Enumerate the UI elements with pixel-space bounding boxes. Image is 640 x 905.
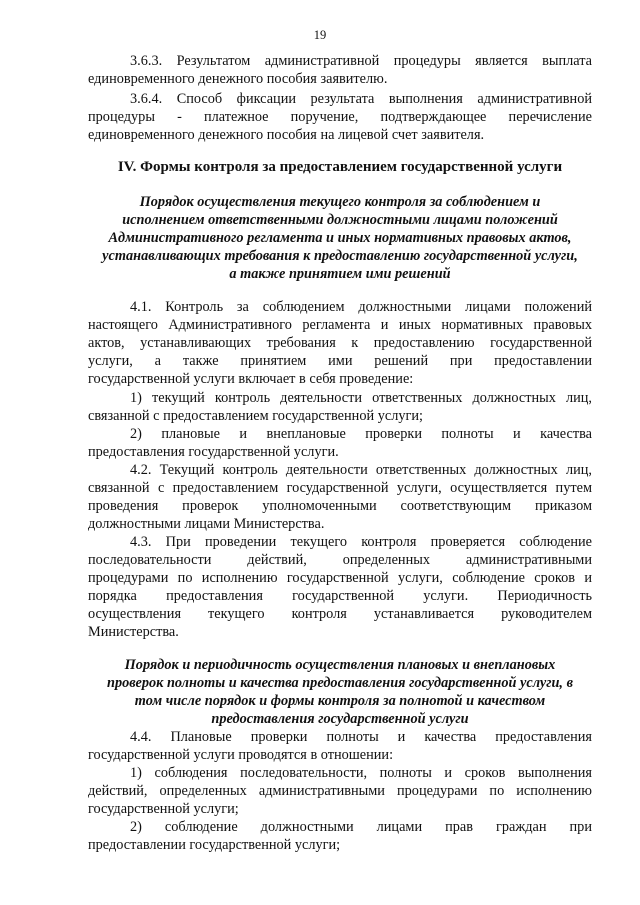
- paragraph-4-4-item-2: [88, 818, 592, 854]
- line: осуществления текущего контроля устанавливается руководителем: [88, 606, 592, 622]
- line: последовательности действий, определенных административными: [88, 552, 592, 568]
- line: предоставлении государственной услуги;: [88, 837, 341, 853]
- subheading-line: Административного регламента и иных нормативных правовых актов,: [108, 230, 572, 246]
- line: актов, устанавливающих требования к предоставлению государственной: [88, 335, 592, 351]
- line: 4.1. Контроль за соблюдением должностными лицами положений: [130, 299, 592, 315]
- paragraph-4-4: [88, 728, 592, 764]
- subheading-line: том числе порядок и формы контроля за полнотой и качеством: [134, 693, 546, 709]
- line: 2) плановые и внеплановые проверки полноты и качества: [130, 426, 592, 442]
- paragraph-4-3: [88, 533, 592, 641]
- line: 4.3. При проведении текущего контроля проверяется соблюдение: [130, 534, 592, 550]
- line: 4.2. Текущий контроль деятельности ответственных должностных лиц,: [130, 462, 592, 478]
- line: 2) соблюдение должностными лицами прав граждан при: [130, 819, 592, 835]
- line: должностными лицами Министерства.: [88, 516, 325, 532]
- line: государственной услуги проводятся в отношении:: [88, 747, 394, 763]
- subheading-line: а также принятием ими решений: [229, 266, 451, 282]
- line: 3.6.3. Результатом административной процедуры является выплата: [130, 53, 592, 69]
- line: порядка предоставления государственной услуги. Периодичность: [88, 588, 592, 604]
- line: государственной услуги;: [88, 801, 239, 817]
- line: связанной с предоставлением государственной услуги;: [88, 408, 423, 424]
- line: 3.6.4. Способ фиксации результата выполнения административной: [130, 91, 592, 107]
- subheading-line: Порядок и периодичность осуществления плановых и внеплановых: [124, 657, 556, 673]
- line: 1) текущий контроль деятельности ответственных должностных лиц,: [130, 390, 592, 406]
- line: процедурами по исполнению государственной услуги, соблюдение сроков и: [88, 570, 592, 586]
- line: государственной услуги включает в себя проведение:: [88, 371, 414, 387]
- line: действий, определенных административными процедурами по исполнению: [88, 783, 592, 799]
- subheading-line: устанавливающих требования к предоставлению государственной услуги,: [102, 248, 578, 264]
- paragraph-4-1-item-2: [88, 425, 592, 461]
- line: предоставления государственной услуги.: [88, 444, 339, 460]
- subheading-line: предоставления государственной услуги: [211, 711, 469, 727]
- paragraph-3-6-4: [88, 90, 592, 144]
- paragraph-4-1: [88, 298, 592, 388]
- paragraph-3-6-3: [88, 52, 592, 88]
- section-title-block: [60, 158, 620, 176]
- line: Министерства.: [88, 624, 179, 640]
- line: услуги, а также принятием ими решений при предоставлении: [88, 353, 592, 369]
- line: проведения проверок уполномоченными соответствующим приказом: [88, 498, 592, 514]
- subheading-line: исполнением ответственными должностными лицами положений: [122, 212, 558, 228]
- section-title: IV. Формы контроля за предоставлением государственной услуги: [117, 159, 563, 175]
- line: процедуры - платежное поручение, подтверждающее перечисление: [88, 109, 592, 125]
- subheading-2: [70, 656, 610, 728]
- page-number: 19: [313, 28, 327, 42]
- line: 1) соблюдения последовательности, полноты и сроков выполнения: [130, 765, 592, 781]
- paragraph-4-1-item-1: [88, 389, 592, 425]
- paragraph-4-2: [88, 461, 592, 533]
- subheading-1: [70, 193, 610, 283]
- paragraph-4-4-item-1: [88, 764, 592, 818]
- line: 4.4. Плановые проверки полноты и качества предоставления: [130, 729, 592, 745]
- subheading-line: Порядок осуществления текущего контроля за соблюдением и: [139, 194, 541, 210]
- line: единовременного денежного пособия на лицевой счет заявителя.: [88, 127, 485, 143]
- line: настоящего Административного регламента и иных нормативных правовых: [88, 317, 592, 333]
- line: связанной с предоставлением государственной услуги, осуществляется путем: [88, 480, 592, 496]
- subheading-line: проверок полноты и качества предоставления государственной услуги, в: [107, 675, 573, 691]
- line: единовременного денежного пособия заявителю.: [88, 71, 388, 87]
